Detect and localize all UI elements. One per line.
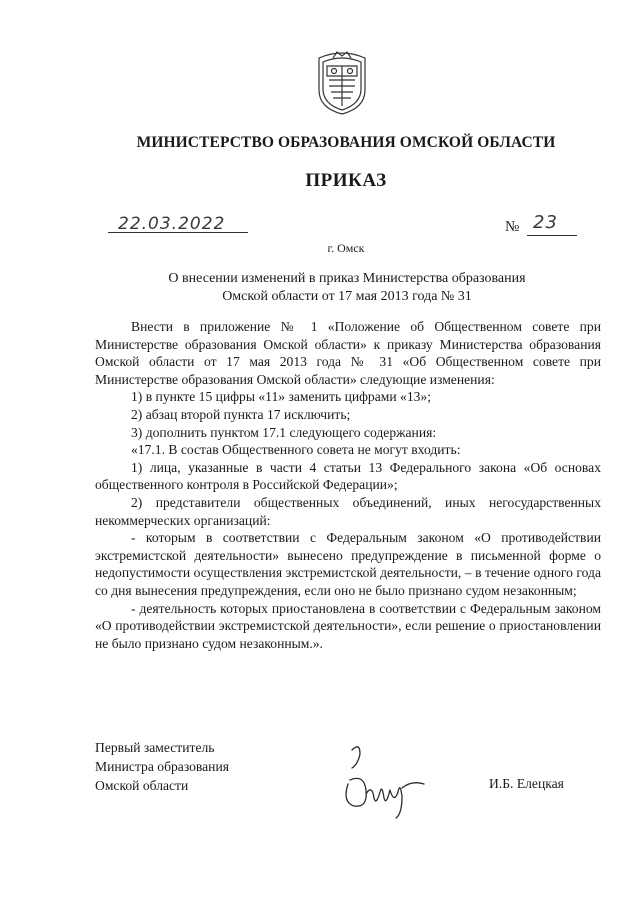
list-item: 3) дополнить пунктом 17.1 следующего содержания: <box>131 424 437 440</box>
list-item: 1) в пункте 15 цифры «11» заменить цифрами «13»; <box>131 389 431 405</box>
subject-line: Омской области от 17 мая 2013 года № 31 <box>222 289 472 304</box>
position-line: Первый заместитель <box>95 740 215 755</box>
document-number: 23 <box>533 212 558 233</box>
document-body <box>95 318 601 652</box>
subject-line: О внесении изменений в приказ Министерства образования <box>168 271 526 286</box>
number-underline <box>527 235 577 236</box>
coat-of-arms-icon <box>313 50 371 116</box>
document-date: 22.03.2022 <box>118 214 226 234</box>
signatory-position <box>95 738 229 795</box>
intro-paragraph: Внести в приложение № 1 «Положение об Общественном совете при Министерстве образования Омской области» к приказу Министерства образования Омской области от 17 мая 2013 года № 31 «Об Общественном совете при Министерстве образования Омской области» следующие изменения: <box>95 319 601 387</box>
clause-paragraph: 2) представители общественных объединений, иных негосударственных некоммерческих организаций: <box>95 494 601 528</box>
document-type: ПРИКАЗ <box>305 170 387 191</box>
city: г. Омск <box>327 241 365 255</box>
ministry-title: МИНИСТЕРСТВО ОБРАЗОВАНИЯ ОМСКОЙ ОБЛАСТИ <box>136 134 556 151</box>
number-sign: № <box>505 219 520 235</box>
position-line: Министра образования <box>95 759 229 774</box>
date-underline <box>108 232 248 233</box>
clause-paragraph: 1) лица, указанные в части 4 статьи 13 Федерального закона «Об основах общественного контроля в Российской Федерации»; <box>95 459 601 493</box>
document-subject <box>100 270 594 306</box>
list-item: 2) абзац второй пункта 17 исключить; <box>131 406 351 422</box>
clause-paragraph: - деятельность которых приостановлена в соответствии с Федеральным законом «О противодействии экстремистской деятельности», если решение о приостановлении не было признано судом незаконным.». <box>95 600 601 651</box>
position-line: Омской области <box>95 778 189 793</box>
clause-paragraph: - которым в соответствии с Федеральным законом «О противодействии экстремистской деятельности» вынесено предупреждение в письменной форме о недопустимости осуществления экстремистской деятельности, – в течение одного года со дня вынесения предупреждения, если оно не было признано судом незаконным; <box>95 530 601 598</box>
handwritten-signature <box>338 744 428 820</box>
signatory-name: И.Б. Елецкая <box>489 776 564 791</box>
clause-paragraph: «17.1. В состав Общественного совета не могут входить: <box>131 442 461 458</box>
